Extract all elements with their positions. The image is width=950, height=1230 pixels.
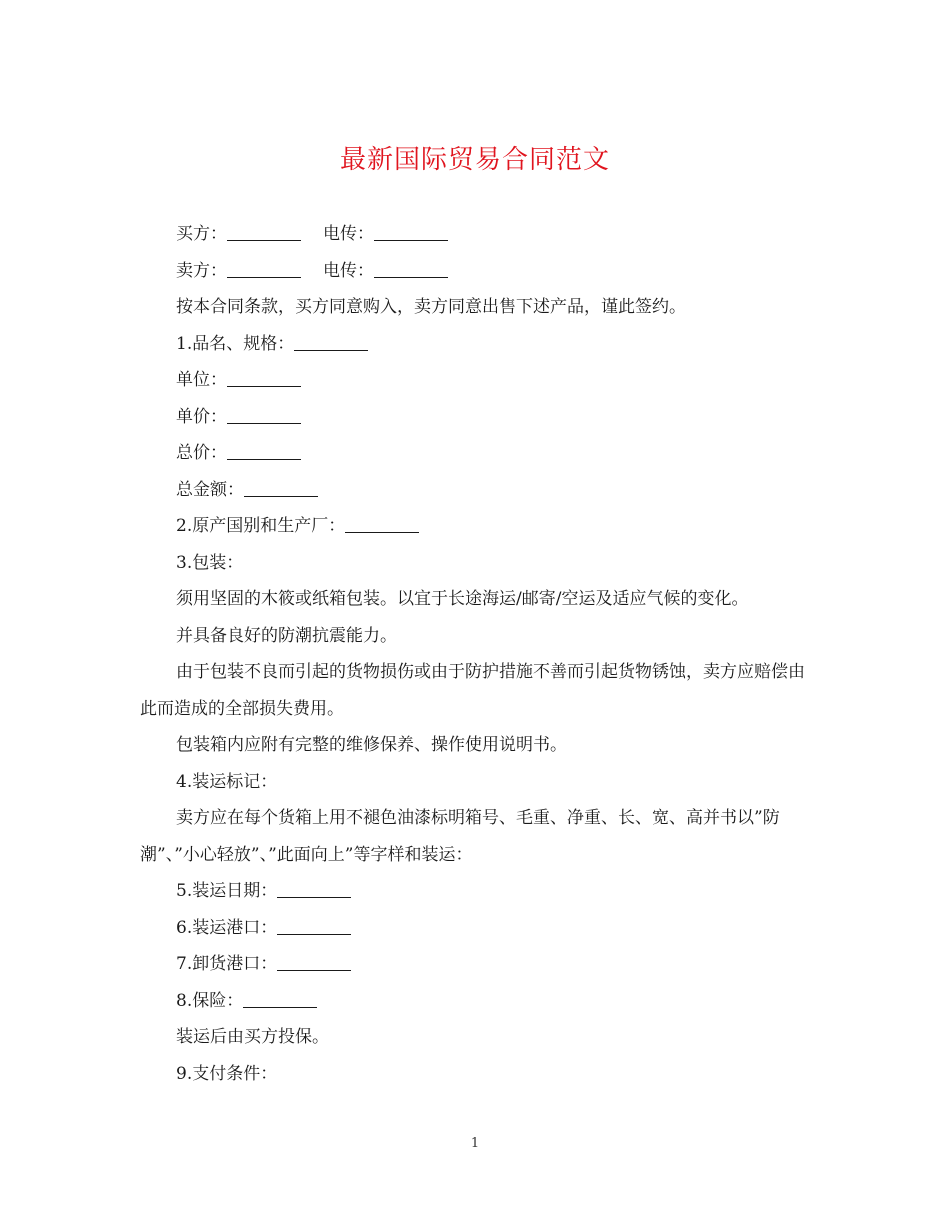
seller-fax-blank	[374, 259, 448, 278]
seller-label: 卖方：	[176, 260, 227, 281]
unit-line	[140, 362, 820, 399]
unit-label: 单位：	[176, 370, 227, 390]
item1-line	[140, 326, 820, 363]
buyer-blank	[227, 222, 301, 241]
item4-heading: 4.装运标记：	[176, 771, 278, 792]
intro-paragraph: 按本合同条款，买方同意购入，卖方同意出售下述产品，谨此签约。	[176, 297, 686, 317]
item8-label: 8.保险：	[176, 990, 244, 1011]
unit-price-label: 单价：	[176, 406, 227, 427]
item5-blank	[277, 879, 351, 898]
total-amount-blank	[244, 478, 318, 497]
unit-price-line	[140, 399, 820, 436]
marking-paragraph: 卖方应在每个货箱上用不褪色油漆标明箱号、毛重、净重、长、宽、高并书以”防潮”、”小心轻放”、”此面向上”等字样和装运：	[140, 808, 780, 865]
document-title: 最新国际贸易合同范文	[339, 145, 610, 175]
total-price-blank	[227, 441, 301, 460]
item7-blank	[277, 952, 351, 971]
unit-price-blank	[227, 405, 301, 424]
item8-line	[140, 983, 820, 1020]
buyer-fax-blank	[374, 222, 448, 241]
item7-line	[140, 946, 820, 983]
total-amount-line	[140, 472, 820, 509]
item3-heading: 3.包装：	[176, 552, 244, 573]
item7-label: 7.卸货港口：	[176, 954, 278, 974]
buyer-fax-label: 电传：	[323, 224, 374, 244]
item1-blank	[294, 332, 368, 351]
item1-label: 1.品名、规格：	[176, 333, 295, 354]
item8-blank	[243, 989, 317, 1008]
item2-line	[140, 508, 820, 545]
item6-line	[140, 910, 820, 947]
seller-line	[140, 253, 820, 290]
buyer-line	[140, 216, 820, 253]
page-number: 1	[470, 1136, 480, 1151]
item2-blank	[345, 514, 419, 533]
document-body	[140, 216, 820, 1092]
buyer-label: 买方：	[176, 224, 227, 244]
item5-line	[140, 873, 820, 910]
insurance-paragraph: 装运后由买方投保。	[176, 1027, 329, 1047]
item2-label: 2.原产国别和生产厂：	[176, 516, 346, 536]
item6-label: 6.装运港口：	[176, 917, 278, 938]
total-amount-label: 总金额：	[176, 479, 244, 500]
unit-blank	[227, 368, 301, 387]
total-price-label: 总价：	[176, 443, 227, 463]
item9-heading: 9.支付条件：	[176, 1063, 278, 1084]
item6-blank	[277, 916, 351, 935]
item5-label: 5.装运日期：	[176, 881, 278, 901]
packing-paragraph-2: 并具备良好的防潮抗震能力。	[176, 625, 397, 646]
packing-paragraph-1: 须用坚固的木筱或纸箱包装。以宜于长途海运/邮寄/空运及适应气候的变化。	[176, 589, 749, 609]
seller-blank	[227, 259, 301, 278]
total-price-line	[140, 435, 820, 472]
packing-paragraph-3: 由于包装不良而引起的货物损伤或由于防护措施不善而引起货物锈蚀，卖方应赔偿由此而造成的全部损失费用。	[140, 662, 805, 719]
packing-paragraph-4: 包装箱内应附有完整的维修保养、操作使用说明书。	[176, 735, 567, 755]
seller-fax-label: 电传：	[323, 260, 374, 281]
